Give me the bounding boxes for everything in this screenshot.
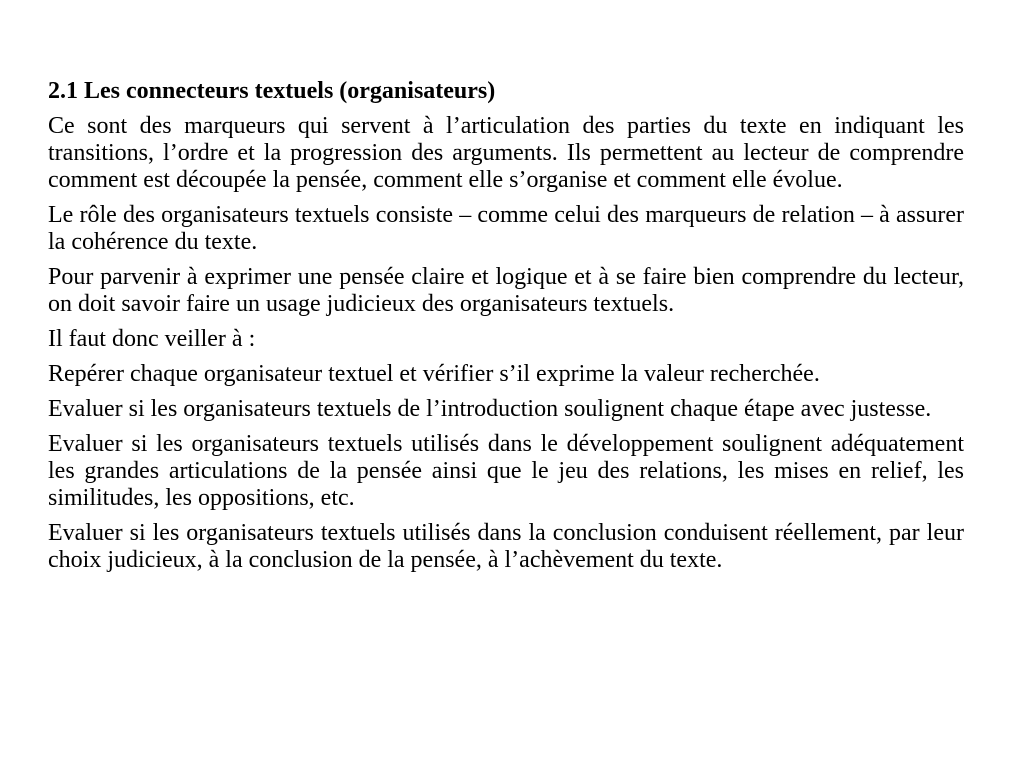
section-heading: 2.1 Les connecteurs textuels (organisateurs)	[48, 78, 496, 104]
paragraph-item-conclusion: Evaluer si les organisateurs textuels utilisés dans la conclusion conduisent réellement, par leur choix judicieux, à la conclusion de la pensée, à l’achèvement du texte.	[48, 520, 964, 573]
paragraph-definition: Ce sont des marqueurs qui servent à l’articulation des parties du texte en indiquant les transitions, l’ordre et la progression des arguments. Ils permettent au lecteur de comprendre comment est découpée la pensée, comment elle s’organise et comment elle évolue.	[48, 113, 964, 193]
slide-content	[48, 78, 964, 582]
paragraph-intro-list: Il faut donc veiller à :	[48, 326, 256, 352]
paragraph-item-reperer: Repérer chaque organisateur textuel et vérifier s’il exprime la valeur recherchée.	[48, 361, 820, 387]
paragraph-usage: Pour parvenir à exprimer une pensée claire et logique et à se faire bien comprendre du lecteur, on doit savoir faire un usage judicieux des organisateurs textuels.	[48, 264, 964, 317]
paragraph-role: Le rôle des organisateurs textuels consiste – comme celui des marqueurs de relation – à assurer la cohérence du texte.	[48, 202, 964, 255]
paragraph-item-developpement: Evaluer si les organisateurs textuels utilisés dans le développement soulignent adéquatement les grandes articulations de la pensée ainsi que le jeu des relations, les mises en relief, les similitudes, les oppositions, etc.	[48, 431, 964, 511]
paragraph-item-introduction: Evaluer si les organisateurs textuels de l’introduction soulignent chaque étape avec justesse.	[48, 396, 932, 422]
